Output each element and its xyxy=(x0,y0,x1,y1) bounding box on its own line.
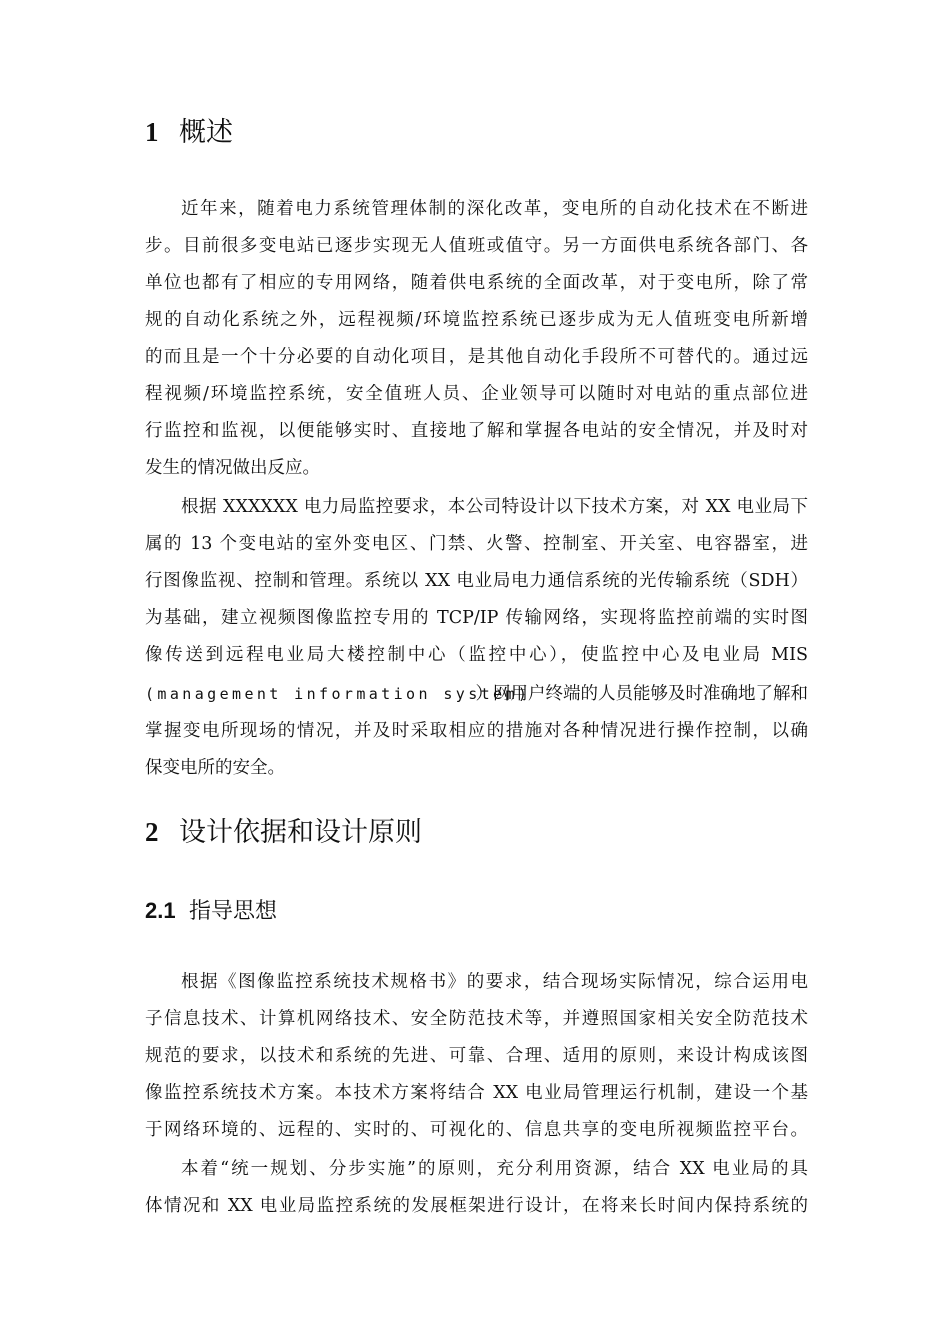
paragraph-line: 步。目前很多变电站已逐步实现无人值班或值守。另一方面供电系统各部门、各 xyxy=(145,236,808,256)
section-1-title: 概述 xyxy=(179,117,233,148)
paragraph-line: 的而且是一个十分必要的自动化项目，是其他自动化手段所不可替代的。通过远 xyxy=(145,347,808,367)
section-1-number: 1 xyxy=(145,117,159,147)
section-2-1-heading xyxy=(145,896,277,927)
section-2-1-number: 2.1 xyxy=(145,898,176,923)
paragraph-line: 体情况和 XX 电业局监控系统的发展框架进行设计，在将来长时间内保持系统的 xyxy=(145,1196,808,1216)
paragraph-line: 行图像监视、控制和管理。系统以 XX 电业局电力通信系统的光传输系统（SDH） xyxy=(145,571,808,591)
paragraph-line: 像监控系统技术方案。本技术方案将结合 XX 电业局管理运行机制，建设一个基 xyxy=(145,1083,808,1103)
paragraph-line-english xyxy=(145,676,531,712)
paragraph-line: 属的 13 个变电站的室外变电区、门禁、火警、控制室、开关室、电容器室，进 xyxy=(145,534,808,554)
section-2-heading xyxy=(145,815,422,850)
paragraph-line: 近年来，随着电力系统管理体制的深化改革，变电所的自动化技术在不断进 xyxy=(181,199,808,219)
mis-english-term: (management information system) xyxy=(145,685,531,703)
paragraph-line: 保变电所的安全。 xyxy=(145,758,285,778)
paragraph-line: 于网络环境的、远程的、实时的、可视化的、信息共享的变电所视频监控平台。 xyxy=(145,1120,808,1140)
paragraph-line: 根据 XXXXXX 电力局监控要求，本公司特设计以下技术方案，对 XX 电业局下 xyxy=(181,497,808,517)
paragraph-line: 规范的要求，以技术和系统的先进、可靠、合理、适用的原则，来设计构成该图 xyxy=(145,1046,808,1066)
paragraph-line: 掌握变电所现场的情况，并及时采取相应的措施对各种情况进行操作控制，以确 xyxy=(145,721,808,741)
paragraph-line: 发生的情况做出反应。 xyxy=(145,458,320,478)
paragraph-line: 行监控和监视，以便能够实时、直接地了解和掌握各电站的安全情况，并及时对 xyxy=(145,421,808,441)
paragraph-line: 为基础，建立视频图像监控专用的 TCP/IP 传输网络，实现将监控前端的实时图 xyxy=(145,608,808,628)
paragraph-line: ）网用户终端的人员能够及时准确地了解和 xyxy=(475,684,808,704)
paragraph-line: 规的自动化系统之外，远程视频/环境监控系统已逐步成为无人值班变电所新增 xyxy=(145,310,808,330)
section-2-1-title: 指导思想 xyxy=(189,899,278,924)
paragraph-line: 本着“统一规划、分步实施”的原则，充分利用资源，结合 XX 电业局的具 xyxy=(181,1159,808,1179)
paragraph-line: 根据《图像监控系统技术规格书》的要求，结合现场实际情况，综合运用电 xyxy=(181,972,808,992)
paragraph-line: 像传送到远程电业局大楼控制中心（监控中心），使监控中心及电业局 MIS xyxy=(145,645,808,665)
section-2-title: 设计依据和设计原则 xyxy=(179,817,422,848)
paragraph-line: 程视频/环境监控系统，安全值班人员、企业领导可以随时对电站的重点部位进 xyxy=(145,384,808,404)
paragraph-line: 子信息技术、计算机网络技术、安全防范技术等，并遵照国家相关安全防范技术 xyxy=(145,1009,808,1029)
section-2-number: 2 xyxy=(145,817,159,847)
section-1-heading xyxy=(145,115,233,150)
paragraph-line: 单位也都有了相应的专用网络，随着供电系统的全面改革，对于变电所，除了常 xyxy=(145,273,808,293)
